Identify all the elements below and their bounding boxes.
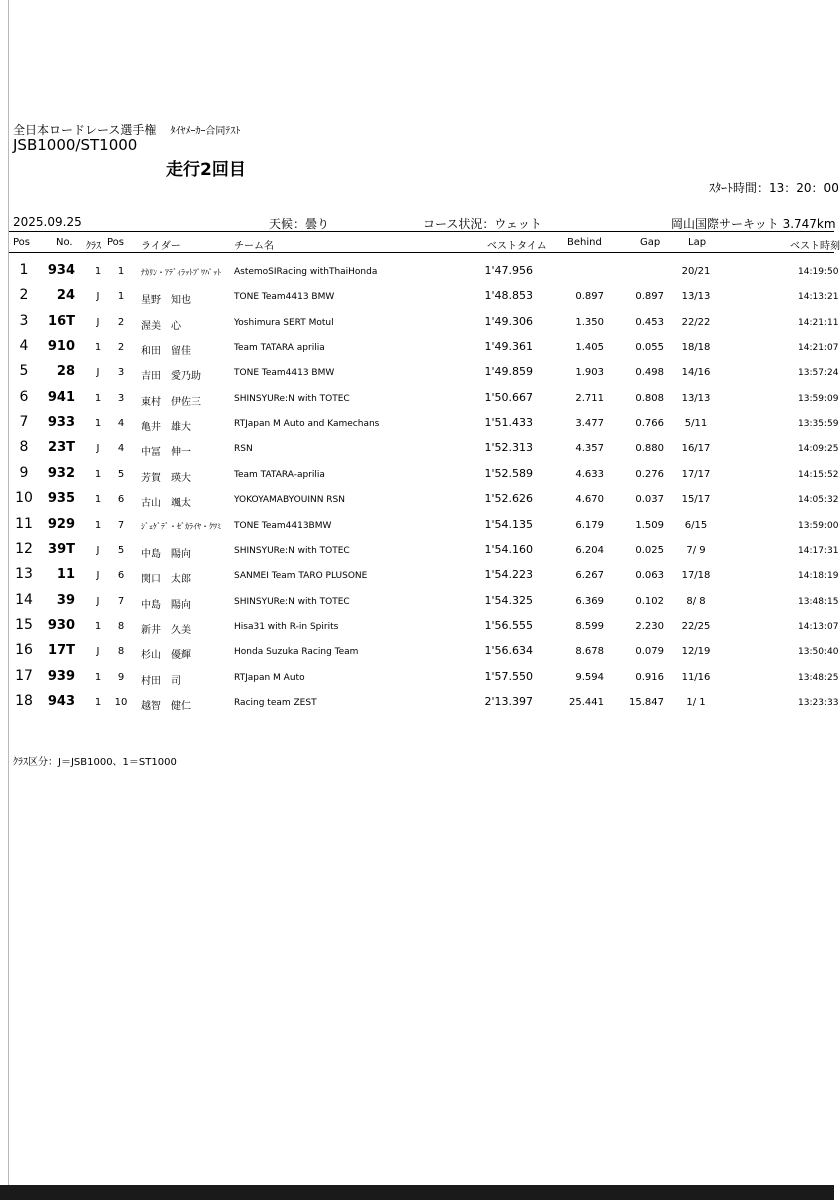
- lap: 1/ 1: [686, 696, 706, 708]
- best-time: 1'54.325: [484, 593, 533, 607]
- best-time: 1'57.550: [484, 669, 533, 683]
- class: J: [96, 595, 100, 607]
- best-at: 14:05:32: [798, 495, 839, 506]
- table-row: [0, 310, 839, 335]
- best-time: 1'48.853: [484, 289, 533, 303]
- team-name: Honda Suzuka Racing Team: [234, 647, 359, 658]
- gap: 0.063: [635, 570, 664, 582]
- car-number: 941: [47, 389, 75, 405]
- row-pos: 16: [15, 642, 33, 659]
- class: 1: [94, 620, 102, 632]
- class-pos: 3: [117, 392, 125, 404]
- team-name: SHINSYURe:N with TOTEC: [234, 545, 350, 556]
- behind: 0.897: [575, 291, 604, 303]
- team-name: Hisa31 with R-in Spirits: [234, 621, 339, 632]
- row-pos: 6: [19, 388, 29, 405]
- class: 1: [94, 468, 102, 480]
- team-name: TONE Team4413 BMW: [234, 292, 335, 303]
- rider-name: 星野 知也: [141, 295, 191, 307]
- best-time: 1'51.433: [484, 416, 533, 430]
- team-name: SANMEI Team TARO PLUSONE: [234, 571, 368, 582]
- best-at: 13:59:09: [798, 393, 839, 404]
- behind: 4.633: [575, 468, 604, 480]
- best-time: 1'49.306: [484, 314, 533, 328]
- class-pos: 4: [117, 418, 125, 430]
- behind: 4.357: [575, 443, 604, 455]
- best-at: 14:13:07: [798, 621, 839, 632]
- team-name: Yoshimura SERT Motul: [234, 317, 334, 328]
- class-pos: 9: [117, 671, 125, 683]
- start-time-label: ｽﾀｰﾄ時間: [709, 181, 758, 195]
- date: 2025.09.25: [13, 215, 82, 229]
- car-number: 934: [47, 263, 75, 278]
- class-pos: 1: [117, 266, 125, 277]
- lap: 14/16: [681, 367, 711, 379]
- row-pos: 4: [19, 338, 29, 355]
- best-at: 14:13:21: [798, 292, 839, 303]
- team-name: Team TATARA aprilia: [234, 343, 325, 354]
- table-row: [0, 360, 839, 385]
- behind: 9.594: [575, 671, 604, 683]
- row-pos: 12: [15, 540, 33, 557]
- team-name: TONE Team4413BMW: [234, 520, 332, 531]
- header-bottom-rule: [9, 252, 834, 253]
- behind: 6.267: [575, 570, 604, 582]
- lap: 12/19: [681, 646, 711, 658]
- car-number: 933: [47, 415, 75, 431]
- car-number: 943: [47, 693, 75, 709]
- gap: 0.766: [635, 418, 664, 430]
- class-pos: 2: [117, 316, 125, 328]
- rider-name: 和田 留佳: [141, 346, 191, 358]
- best-at: 14:18:19: [798, 571, 839, 582]
- col-best-at: ベスト時刻: [790, 241, 840, 252]
- class: 1: [94, 494, 102, 506]
- row-pos: 15: [15, 616, 33, 633]
- class: J: [96, 570, 100, 582]
- table-row: [0, 665, 839, 690]
- team-name: YOKOYAMABYOUINN RSN: [234, 495, 346, 506]
- behind: 1.405: [575, 342, 604, 354]
- best-time: 1'52.589: [484, 466, 533, 480]
- class-pos: 10: [114, 696, 128, 708]
- class-pos: 1: [117, 291, 125, 303]
- best-at: 13:48:15: [798, 596, 839, 607]
- behind: 2.711: [575, 392, 604, 404]
- best-at: 14:21:07: [798, 343, 839, 354]
- gap: 0.808: [635, 392, 664, 404]
- class: J: [96, 367, 100, 379]
- best-at: 14:09:25: [798, 444, 839, 455]
- team-name: RTJapan M Auto and Kamechans: [234, 419, 380, 430]
- car-number: 939: [47, 668, 75, 684]
- gap: 0.916: [635, 671, 664, 683]
- car-number: 910: [47, 339, 75, 355]
- lap: 18/18: [681, 342, 711, 354]
- gap: 0.055: [635, 342, 664, 354]
- best-at: 13:48:25: [798, 672, 839, 683]
- rider-name: 東村 伊佐三: [141, 396, 201, 408]
- best-time: 1'54.223: [484, 568, 533, 582]
- lap: 22/25: [681, 620, 711, 632]
- behind: 8.678: [575, 646, 604, 658]
- row-pos: 17: [15, 667, 33, 684]
- car-number: 24: [56, 288, 75, 304]
- col-team: チーム名: [234, 241, 274, 252]
- class: 1: [94, 342, 102, 354]
- gap: 0.276: [635, 468, 664, 480]
- class: 1: [94, 696, 102, 708]
- lap: 13/13: [681, 392, 711, 404]
- car-number: 23T: [48, 440, 75, 456]
- behind: 25.441: [569, 696, 604, 708]
- table-row: [0, 386, 839, 411]
- table-row: [0, 462, 839, 487]
- table-row: [0, 335, 839, 360]
- gap: 0.498: [635, 367, 664, 379]
- gap: 0.880: [635, 443, 664, 455]
- behind: 6.179: [575, 519, 604, 531]
- class-pos: 7: [117, 595, 125, 607]
- col-class-pos: Pos: [107, 237, 125, 248]
- gap: 1.509: [635, 519, 664, 531]
- class: 1: [94, 266, 102, 277]
- table-row: [0, 690, 839, 715]
- class: J: [96, 443, 100, 455]
- class: 1: [94, 671, 102, 683]
- row-pos: 2: [19, 287, 29, 304]
- class-title: JSB1000/ST1000: [13, 136, 138, 154]
- car-number: 39: [56, 592, 75, 608]
- table-row: [0, 436, 839, 461]
- row-pos: 14: [15, 591, 33, 608]
- session-title: 走行2回目: [166, 160, 246, 180]
- team-name: RTJapan M Auto: [234, 672, 305, 683]
- rider-name: 古山 颯太: [141, 498, 191, 510]
- team-name: AstemoSIRacing withThaiHonda: [234, 267, 378, 277]
- table-row: [0, 563, 839, 588]
- rider-name: 関口 太郎: [141, 574, 191, 586]
- team-name: Racing team ZEST: [234, 697, 317, 708]
- best-at: 14:15:52: [798, 469, 839, 480]
- best-at: 13:57:24: [798, 368, 839, 379]
- best-at: 13:50:40: [798, 647, 839, 658]
- col-pos: Pos: [13, 237, 31, 248]
- table-row: [0, 487, 839, 512]
- row-pos: 7: [19, 414, 29, 431]
- behind: 3.477: [575, 418, 604, 430]
- table-row: [0, 513, 839, 538]
- best-time: 1'56.555: [484, 618, 533, 632]
- class: J: [96, 646, 100, 658]
- rider-name: 中島 陽向: [141, 548, 191, 560]
- start-time: [709, 179, 839, 196]
- best-time: 2'13.397: [484, 694, 533, 708]
- col-class: ｸﾗｽ: [86, 241, 101, 252]
- top-margin: [0, 0, 834, 96]
- lap: 16/17: [681, 443, 711, 455]
- class: 1: [94, 418, 102, 430]
- row-pos: 3: [19, 312, 29, 329]
- class: 1: [94, 519, 102, 531]
- behind: 6.369: [575, 595, 604, 607]
- bottom-bar: [0, 1185, 834, 1200]
- class-pos: 6: [117, 570, 125, 582]
- best-at: 14:17:31: [798, 545, 839, 556]
- team-name: SHINSYURe:N with TOTEC: [234, 393, 350, 404]
- behind: 1.350: [575, 316, 604, 328]
- rider-name: 亀井 雄大: [141, 422, 191, 434]
- rider-name: 芳賀 瑛大: [141, 472, 191, 484]
- best-time: 1'56.634: [484, 644, 533, 658]
- car-number: 17T: [48, 643, 75, 659]
- row-pos: 1: [19, 262, 29, 278]
- best-time: 1'54.135: [484, 517, 533, 531]
- best-at: 13:59:00: [798, 520, 839, 531]
- car-number: 929: [47, 516, 75, 532]
- car-number: 39T: [48, 541, 75, 557]
- class: J: [96, 316, 100, 328]
- row-pos: 18: [15, 692, 33, 709]
- gap: 0.037: [635, 494, 664, 506]
- row-pos: 8: [19, 439, 29, 456]
- car-number: 11: [56, 567, 75, 583]
- class-pos: 6: [117, 494, 125, 506]
- lap: 8/ 8: [686, 595, 706, 607]
- gap: 15.847: [629, 696, 664, 708]
- best-at: 13:35:59: [798, 419, 839, 430]
- behind: 8.599: [575, 620, 604, 632]
- best-at: 14:19:50: [798, 267, 839, 277]
- gap: 0.025: [635, 544, 664, 556]
- table-row: [0, 259, 839, 284]
- rider-name: ﾅｶﾘﾝ・ｱﾃﾞｨﾗｯﾄﾌﾟﾜﾊﾟｯﾄ: [141, 268, 221, 277]
- table-row: [0, 614, 839, 639]
- class-pos: 2: [117, 342, 125, 354]
- row-pos: 5: [19, 363, 29, 380]
- class: J: [96, 291, 100, 303]
- lap: 22/22: [681, 316, 711, 328]
- col-no: No.: [56, 237, 73, 248]
- gap: 0.897: [635, 291, 664, 303]
- rider-name: 新井 久美: [141, 624, 191, 636]
- car-number: 935: [47, 491, 75, 507]
- row-pos: 13: [15, 566, 33, 583]
- weather: 天候：曇り: [269, 217, 330, 231]
- table-row: [0, 589, 839, 614]
- lap: 5/11: [684, 418, 708, 430]
- start-time-value: ：13：20：00: [757, 181, 839, 195]
- class-pos: 8: [117, 620, 125, 632]
- rider-name: 渥美 心: [141, 320, 181, 332]
- class-pos: 5: [117, 544, 125, 556]
- team-name: SHINSYURe:N with TOTEC: [234, 596, 350, 607]
- team-name: RSN: [234, 444, 253, 455]
- rider-name: ｼﾞｪｹﾞﾃﾞ・ｾﾞｶﾗｲﾔ・ｸﾜﾐ: [141, 521, 221, 531]
- best-time: 1'50.667: [484, 390, 533, 404]
- gap: 0.079: [635, 646, 664, 658]
- car-number: 16T: [48, 313, 75, 329]
- course-condition: コース状況：ウェット: [423, 217, 542, 231]
- rider-name: 中冨 伸一: [141, 447, 191, 459]
- row-pos: 11: [15, 515, 33, 532]
- table-row: [0, 284, 839, 309]
- best-time: 1'52.626: [484, 492, 533, 506]
- lap: 11/16: [681, 671, 711, 683]
- rider-name: 村田 司: [141, 675, 181, 687]
- class: J: [96, 544, 100, 556]
- lap: 6/15: [684, 519, 708, 531]
- best-at: 14:21:11: [798, 317, 839, 328]
- gap: 0.453: [635, 316, 664, 328]
- class-pos: 8: [117, 646, 125, 658]
- class-footnote: ｸﾗｽ区分：J＝JSB1000、1＝ST1000: [13, 757, 177, 768]
- col-rider: ライダー: [141, 241, 181, 252]
- lap: 13/13: [681, 291, 711, 303]
- car-number: 28: [56, 364, 75, 380]
- best-time: 1'52.313: [484, 441, 533, 455]
- best-time: 1'54.160: [484, 542, 533, 556]
- best-time: 1'47.956: [484, 264, 533, 277]
- row-pos: 10: [15, 490, 33, 507]
- col-lap: Lap: [688, 237, 707, 248]
- class-pos: 7: [117, 519, 125, 531]
- best-time: 1'49.361: [484, 340, 533, 354]
- championship-name: 全日本ロードレース選手権: [13, 123, 157, 137]
- row-pos: 9: [19, 464, 29, 481]
- rider-name: 越智 健仁: [141, 700, 191, 712]
- class-pos: 5: [117, 468, 125, 480]
- lap: 17/18: [681, 570, 711, 582]
- header-top-rule: [9, 231, 834, 232]
- col-behind: Behind: [567, 237, 602, 248]
- col-best-time: ベストタイム: [487, 241, 547, 252]
- gap: 0.102: [635, 595, 664, 607]
- car-number: 930: [47, 617, 75, 633]
- table-row: [0, 411, 839, 436]
- rider-name: 吉田 愛乃助: [141, 371, 201, 383]
- best-at: 13:23:33: [798, 697, 839, 708]
- rider-name: 中島 陽向: [141, 599, 191, 611]
- lap: 7/ 9: [686, 544, 706, 556]
- car-number: 932: [47, 465, 75, 481]
- class-pos: 3: [117, 367, 125, 379]
- behind: 4.670: [575, 494, 604, 506]
- event-name: ﾀｲﾔﾒｰｶｰ合同ﾃｽﾄ: [170, 126, 241, 137]
- best-time: 1'49.859: [484, 365, 533, 379]
- table-row: [0, 538, 839, 563]
- team-name: TONE Team4413 BMW: [234, 368, 335, 379]
- behind: 1.903: [575, 367, 604, 379]
- class-pos: 4: [117, 443, 125, 455]
- table-row: [0, 639, 839, 664]
- class: 1: [94, 392, 102, 404]
- behind: 6.204: [575, 544, 604, 556]
- gap: 2.230: [635, 620, 664, 632]
- team-name: Team TATARA-aprilia: [234, 469, 325, 480]
- lap: 17/17: [681, 468, 711, 480]
- circuit: 岡山国際サーキット 3.747km: [671, 217, 836, 231]
- lap: 15/17: [681, 494, 711, 506]
- col-gap: Gap: [640, 237, 661, 248]
- rider-name: 杉山 優輝: [141, 650, 191, 662]
- lap: 20/21: [681, 266, 711, 277]
